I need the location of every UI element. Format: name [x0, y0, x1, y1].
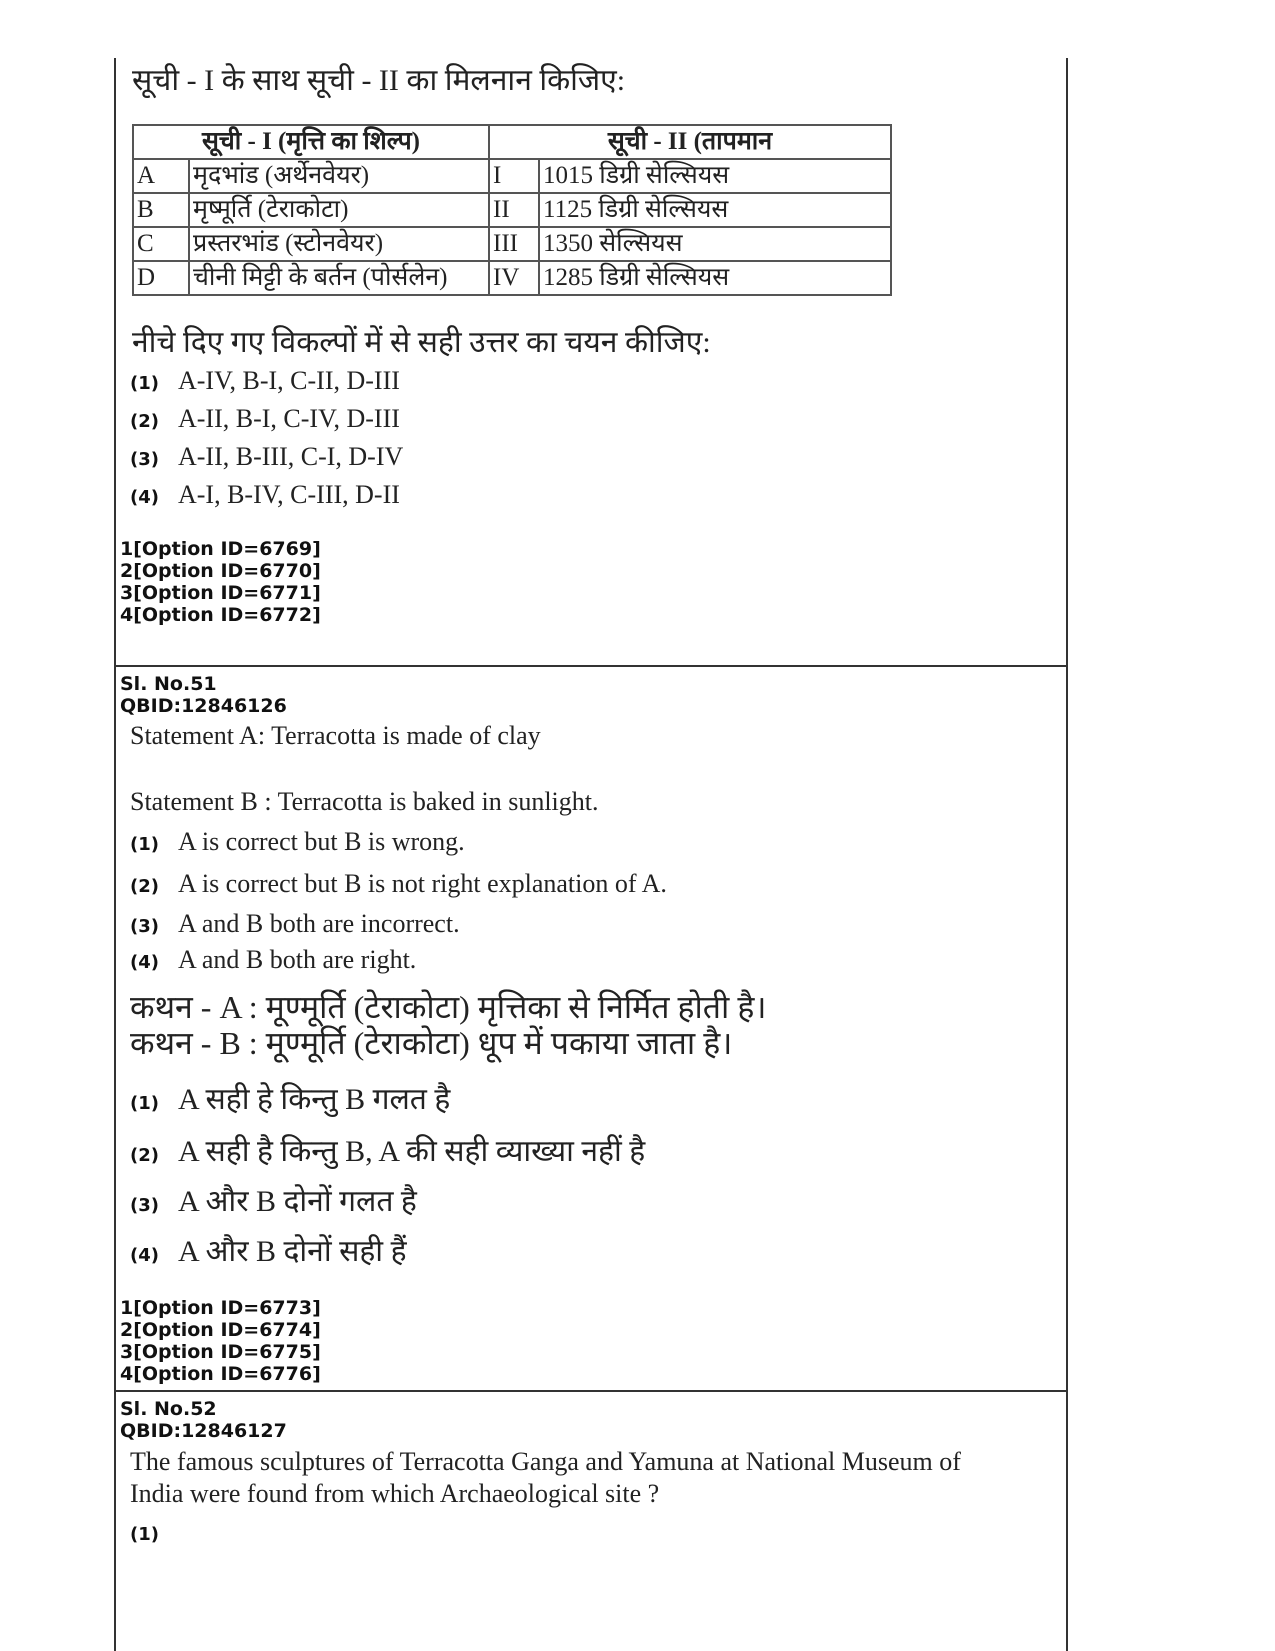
option-number: (4): [130, 1245, 159, 1266]
row-numeral: III: [489, 227, 539, 261]
option-text: A और B दोनों गलत है: [178, 1185, 417, 1218]
row-item: मृष्मूर्ति (टेराकोटा): [189, 193, 489, 227]
option-text: A and B both are right.: [178, 945, 417, 974]
option-number: (4): [130, 952, 159, 973]
question-50-block: [116, 58, 1066, 665]
option-id-list: [120, 538, 321, 626]
option-1[interactable]: [130, 366, 400, 396]
question-line: The famous sculptures of Terracotta Ganga and Yamuna at National Museum of: [130, 1447, 961, 1476]
option-text: A-II, B-III, C-I, D-IV: [178, 442, 404, 471]
option-text: A and B both are incorrect.: [178, 909, 460, 938]
row-temperature: 1350 सेल्सियस: [539, 227, 891, 261]
list-1-header: सूची - I (मृत्ति का शिल्प): [133, 125, 489, 159]
option-3[interactable]: [130, 909, 460, 939]
option-1[interactable]: [130, 1524, 178, 1545]
statement-a-hindi: कथन - A : मूण्मूर्ति (टेराकोटा) मृत्तिका से निर्मित होती है।: [130, 989, 767, 1025]
row-letter: D: [133, 261, 189, 295]
row-temperature: 1125 डिग्री सेल्सियस: [539, 193, 891, 227]
question-paper-frame: [114, 58, 1068, 1651]
option-id: 3[Option ID=6771]: [120, 582, 321, 604]
option-text: A सही है किन्तु B, A की सही व्याख्या नहीं है: [178, 1135, 646, 1168]
question-meta: [120, 673, 287, 717]
row-temperature: 1285 डिग्री सेल्सियस: [539, 261, 891, 295]
select-answer-instruction: नीचे दिए गए विकल्पों में से सही उत्तर का चयन कीजिए:: [132, 326, 711, 359]
match-table-header: [133, 125, 891, 159]
statement-b-hindi: कथन - B : मूण्मूर्ति (टेराकोटा) धूप में पकाया जाता है।: [130, 1025, 733, 1061]
question-51-block: [116, 665, 1066, 1390]
option-id: 4[Option ID=6772]: [120, 604, 321, 626]
option-4[interactable]: [130, 480, 400, 510]
option-1[interactable]: [130, 827, 465, 857]
option-text: A is correct but B is wrong.: [178, 827, 465, 856]
option-number: (2): [130, 1145, 159, 1166]
row-letter: B: [133, 193, 189, 227]
serial-number: Sl. No.51: [120, 673, 217, 695]
option-id-list: [120, 1297, 321, 1385]
table-row: [133, 159, 891, 193]
serial-number: Sl. No.52: [120, 1398, 217, 1420]
question-line: India were found from which Archaeological site ?: [130, 1479, 660, 1508]
option-number: (2): [130, 411, 159, 432]
row-item: प्रस्तरभांड (स्टोनवेयर): [189, 227, 489, 261]
table-row: [133, 193, 891, 227]
option-id: 1[Option ID=6773]: [120, 1297, 321, 1319]
option-3-hindi[interactable]: [130, 1179, 417, 1220]
match-table: [132, 124, 892, 296]
option-number: (1): [130, 1093, 159, 1114]
row-temperature: 1015 डिग्री सेल्सियस: [539, 159, 891, 193]
statement-a: Statement A: Terracotta is made of clay: [130, 721, 541, 750]
option-id: 2[Option ID=6774]: [120, 1319, 321, 1341]
option-2[interactable]: [130, 404, 400, 434]
statement-b: Statement B : Terracotta is baked in sunlight.: [130, 787, 599, 816]
option-number: (3): [130, 1195, 159, 1216]
row-item: मृदभांड (अर्थेनवेयर): [189, 159, 489, 193]
option-text: A-II, B-I, C-IV, D-III: [178, 404, 400, 433]
option-3[interactable]: [130, 442, 403, 472]
option-id: 2[Option ID=6770]: [120, 560, 321, 582]
qbid: QBID:12846127: [120, 1420, 287, 1442]
option-2[interactable]: [130, 869, 667, 899]
option-number: (1): [130, 1524, 159, 1545]
option-text: A is correct but B is not right explanation of A.: [178, 869, 667, 898]
row-numeral: IV: [489, 261, 539, 295]
option-id: 3[Option ID=6775]: [120, 1341, 321, 1363]
option-text: A-I, B-IV, C-III, D-II: [178, 480, 400, 509]
option-text: A-IV, B-I, C-II, D-III: [178, 366, 400, 395]
table-row: [133, 227, 891, 261]
row-item: चीनी मिट्टी के बर्तन (पोर्सलेन): [189, 261, 489, 295]
row-numeral: II: [489, 193, 539, 227]
match-instruction: सूची - I के साथ सूची - II का मिलनान किजिए:: [132, 64, 626, 97]
option-1-hindi[interactable]: [130, 1077, 450, 1118]
option-4[interactable]: [130, 945, 416, 975]
option-2-hindi[interactable]: [130, 1129, 645, 1170]
option-number: (4): [130, 487, 159, 508]
list-2-header: सूची - II (तापमान: [489, 125, 891, 159]
option-number: (2): [130, 876, 159, 897]
option-number: (1): [130, 834, 159, 855]
question-meta: [120, 1398, 287, 1442]
option-number: (1): [130, 373, 159, 394]
option-text: A सही हे किन्तु B गलत है: [178, 1083, 451, 1116]
option-text: A और B दोनों सही हैं: [178, 1235, 407, 1268]
row-letter: C: [133, 227, 189, 261]
option-id: 1[Option ID=6769]: [120, 538, 321, 560]
row-numeral: I: [489, 159, 539, 193]
question-52-block: [116, 1390, 1066, 1630]
question-text: [130, 1446, 961, 1510]
option-4-hindi[interactable]: [130, 1229, 407, 1270]
option-number: (3): [130, 916, 159, 937]
qbid: QBID:12846126: [120, 695, 287, 717]
option-number: (3): [130, 449, 159, 470]
row-letter: A: [133, 159, 189, 193]
table-row: [133, 261, 891, 295]
option-id: 4[Option ID=6776]: [120, 1363, 321, 1385]
